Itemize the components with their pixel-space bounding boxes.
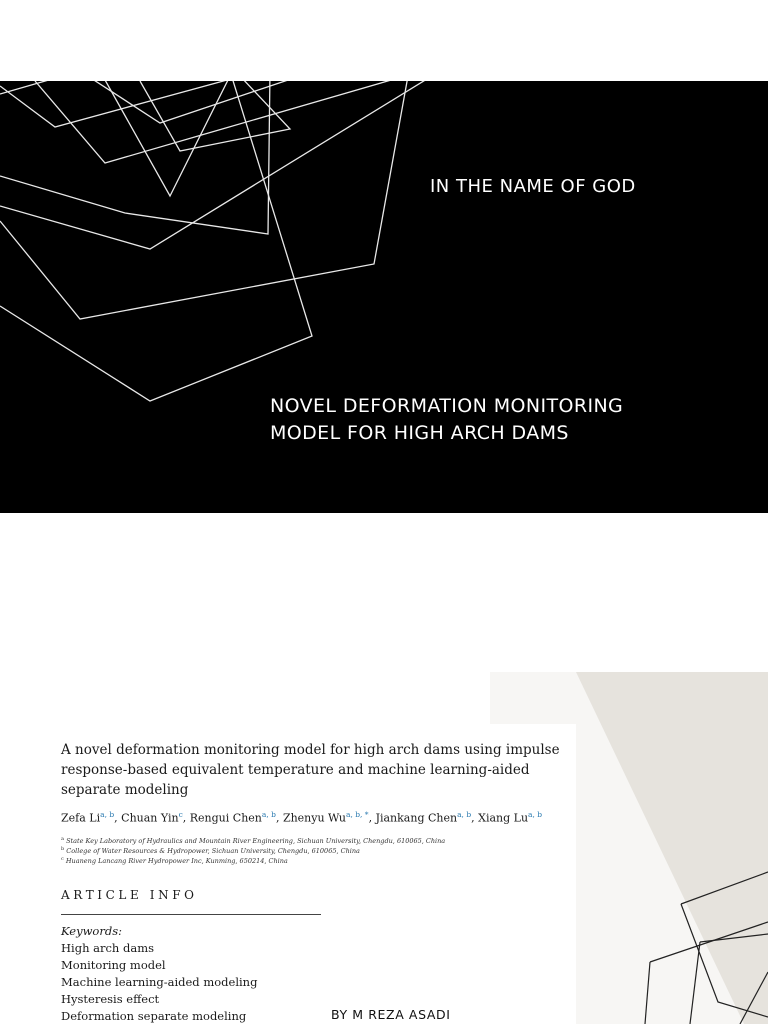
affiliation-mark: c	[61, 856, 64, 862]
paper-title-line-3: separate modeling	[61, 782, 189, 798]
gray-triangle-shape	[576, 672, 768, 1024]
author-byline: BY M REZA ASADI	[331, 1007, 451, 1022]
wireframe-polygon-decoration	[0, 81, 768, 513]
author-name: Zefa Li	[61, 811, 101, 825]
title-slide	[0, 81, 768, 513]
affiliation-text: State Key Laboratory of Hydraulics and Mountain River Engineering, Sichuan University, Chengdu, 610065, China	[66, 837, 446, 846]
keyword-item: High arch dams	[61, 941, 155, 955]
author-separator: ,	[471, 811, 479, 825]
subtitle-line-1: NOVEL DEFORMATION MONITORING	[270, 395, 624, 417]
slide-title: IN THE NAME OF GOD	[430, 176, 636, 197]
author-separator: ,	[368, 811, 376, 825]
author-separator: ,	[275, 811, 283, 825]
paper-slide	[0, 672, 768, 1024]
paper-excerpt	[56, 724, 576, 1024]
affiliation-b	[61, 846, 360, 855]
presentation-subtitle	[270, 393, 623, 447]
author-affiliation-mark: a, b	[100, 810, 115, 819]
affiliation-c	[61, 856, 288, 865]
affiliation-mark: a	[61, 836, 64, 842]
divider	[61, 914, 321, 915]
keyword-item: Monitoring model	[61, 958, 166, 972]
author-name: Jiankang Chen	[375, 811, 458, 825]
author-separator: ,	[114, 811, 122, 825]
author-separator: ,	[182, 811, 190, 825]
author-affiliation-mark: a, b	[457, 810, 472, 819]
keywords-label: Keywords:	[61, 924, 122, 938]
affiliation-a	[61, 836, 445, 845]
article-info-heading: ARTICLE INFO	[61, 888, 198, 902]
author-affiliation-mark: a, b	[261, 810, 276, 819]
paper-title-line-1: A novel deformation monitoring model for high arch dams using impulse	[61, 742, 560, 758]
paper-title	[61, 740, 576, 800]
keyword-item: Machine learning-aided modeling	[61, 975, 258, 989]
paper-title-line-2: response-based equivalent temperature and machine learning-aided	[61, 762, 530, 778]
author-name: Rengui Chen	[189, 811, 262, 825]
author-name: Zhenyu Wu	[282, 811, 346, 825]
author-affiliation-mark: a, b	[528, 810, 543, 819]
author-name: Xiang Lu	[478, 811, 529, 825]
author-affiliation-mark: c	[178, 810, 183, 819]
keyword-item: Deformation separate modeling	[61, 1009, 247, 1023]
affiliation-text: Huaneng Lancang River Hydropower Inc, Kunming, 650214, China	[65, 857, 288, 866]
affiliation-mark: b	[61, 846, 65, 852]
affiliation-text: College of Water Resources & Hydropower, Sichuan University, Chengdu, 610065, China	[66, 847, 360, 856]
author-list	[61, 810, 542, 825]
keyword-item: Hysteresis effect	[61, 992, 160, 1006]
subtitle-line-2: MODEL FOR HIGH ARCH DAMS	[270, 422, 569, 444]
author-name: Chuan Yin	[121, 811, 179, 825]
author-affiliation-mark: a, b, *	[346, 810, 369, 819]
